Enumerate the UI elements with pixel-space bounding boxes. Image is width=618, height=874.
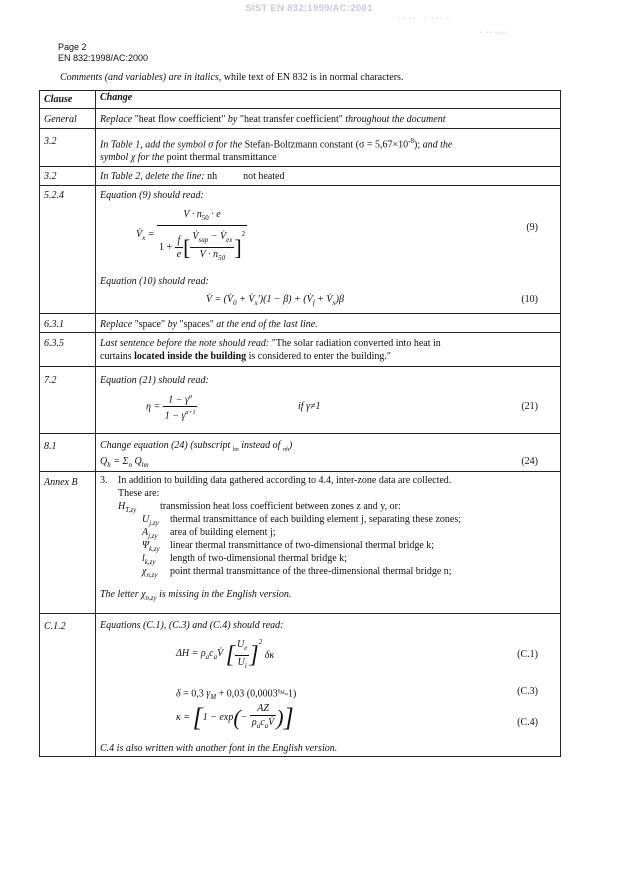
change-cell: [96, 186, 561, 314]
annex-b-note: The letter $\chi_{n,zy}$ is missing in the English version.: [100, 589, 292, 602]
def-line: transmission heat loss coefficient between zones z and y, or:: [160, 501, 401, 512]
c4-note: C.4 is also written with another font in the English version.: [100, 743, 338, 754]
comment-line: Comments (and variables) are in italics, while text of EN 832 is in normal characters.: [60, 72, 404, 83]
clause-cell: 6.3.1: [40, 314, 96, 333]
eq24-number: (24): [521, 456, 538, 467]
eq21-condition: if γ≠1: [298, 401, 321, 412]
scan-noise: · · · · . · ·: [480, 30, 507, 36]
standard-id: EN 832:1998/AC:2000: [58, 53, 149, 63]
eqc1-number: (C.1): [517, 649, 538, 660]
def-line: thermal transmittance of each building element j, separating these zones;: [170, 514, 462, 525]
scan-noise: · · · · · · · · ·: [398, 16, 449, 22]
clause-cell: General: [40, 109, 96, 129]
change-cell: Equations (C.1), (C.3) and (C.4) should read: $\Delta H = \rho_ac_aV̇$ [ $\frac{U_e}{U_i}$ ]$^2$ δκ (C.1) δ = 0,3 $\gamma_M + 0,03$ $(0,0003^{\gamma_M}-1)$ (C.3) κ = [1 − exp(− $\frac{AZ}{\rho_ac_aV̇}$ )] (C.4) C.4 is also written with another font in the English version.: [96, 614, 561, 757]
symbol-psi: $\Psi_{k,zy}$: [142, 540, 160, 553]
change-cell: Last sentence before the note should read: "The solar radiation converted into heat in curtains located inside the building is considered to enter the building.": [96, 333, 561, 367]
eq10-intro: Equation (10) should read:: [100, 276, 209, 287]
annex-b-intro: In addition to building data gathered according to 4.4, inter-zone data are collected.: [118, 475, 452, 486]
eqc3-number: (C.3): [517, 686, 538, 697]
equation-24: $Q_h = \Sigma_n$ $Q_{hn}$: [100, 456, 149, 469]
equation-21: η = $\frac{1 - \gamma^a}{1 - \gamma^{a+1}}$: [146, 391, 197, 423]
equation-10: V̇ = ($V̇_0$ + $V̇_x')(1 - \beta)$ + ($V̇_f$ + $V̇_x)\beta$: [206, 294, 344, 307]
change-cell: Replace "space" by "spaces" at the end of the last line.: [96, 314, 561, 333]
symbol-l: $l_{k,zy}$: [142, 553, 156, 566]
corrigendum-table: [39, 90, 561, 757]
change-cell: [96, 472, 561, 614]
clause-cell: 8.1: [40, 434, 96, 472]
def-line: area of building element j;: [170, 527, 276, 538]
eq9-intro: Equation (9) should read:: [100, 190, 204, 201]
def-line: point thermal transmittance of the three-dimensional thermal bridge n;: [170, 566, 452, 577]
equation-c3: δ = 0,3 $\gamma_M + 0,03$ $(0,0003^{\gamma_M}-1)$: [176, 688, 297, 702]
def-line: linear thermal transmittance of two-dimensional thermal bridge k;: [170, 540, 435, 551]
change-cell: In Table 2, delete the line: nh not heated: [96, 167, 561, 186]
annex-b-number: 3.: [100, 475, 108, 486]
equation-c4: κ = [1 − exp(− $\frac{AZ}{\rho_ac_aV̇}$ )]: [176, 703, 294, 732]
clause-cell: C.1.2: [40, 614, 96, 757]
symbol-h: $H_{T,zy}$: [118, 501, 137, 514]
eq21-number: (21): [521, 401, 538, 412]
eq9-number: (9): [526, 222, 538, 233]
symbol-a: $A_{j,zy}$: [142, 527, 158, 540]
change-cell: Change equation (24) (subscript $_{hn}$ instead of $_{nh}$) $Q_h = \Sigma_n$ $Q_{hn}$ (24): [96, 434, 561, 472]
col-change-header: Change: [96, 91, 561, 109]
symbol-chi: $\chi_{n,zy}$: [142, 566, 158, 579]
clause-cell: 3.2: [40, 167, 96, 186]
clause-cell: Annex B: [40, 472, 96, 614]
col-clause-header: Clause: [40, 91, 96, 109]
page-number: Page 2: [58, 42, 87, 52]
change-cell: Replace "heat flow coefficient" by "heat transfer coefficient" throughout the document: [96, 109, 561, 129]
equation-9: $V̇_x$ = $V \cdot n_{50} \cdot e$ 1 + $\frac{f}{e}$ [ $\frac{V̇_{sup} - V̇_{ex}}{V \cdot n_{50}}$ ]$^2$: [136, 209, 246, 263]
def-line: length of two-dimensional thermal bridge k;: [170, 553, 347, 564]
clause-cell: 5.2.4: [40, 186, 96, 314]
annex-b-these-are: These are:: [118, 488, 160, 499]
equation-c1: $\Delta H = \rho_ac_aV̇$ [ $\frac{U_e}{U_i}$ ]$^2$ δκ: [176, 638, 275, 671]
change-cell: In Table 1, add the symbol σ for the Stefan-Boltzmann constant $(\sigma = 5,67\times 10^{-8})$; and the symbol χ for the point thermal transmittance: [96, 129, 561, 167]
clause-cell: 3.2: [40, 129, 96, 167]
symbol-u: $U_{j,zy}$: [142, 514, 159, 527]
eq10-number: (10): [521, 294, 538, 305]
clause-cell: 6.3.5: [40, 333, 96, 367]
clause-cell: 7.2: [40, 367, 96, 434]
watermark: SIST EN 832:1999/AC:2001: [245, 3, 373, 14]
change-cell: Equation (21) should read: η = $\frac{1 - \gamma^a}{1 - \gamma^{a+1}}$ if γ≠1 (21): [96, 367, 561, 434]
eqc4-number: (C.4): [517, 717, 538, 728]
